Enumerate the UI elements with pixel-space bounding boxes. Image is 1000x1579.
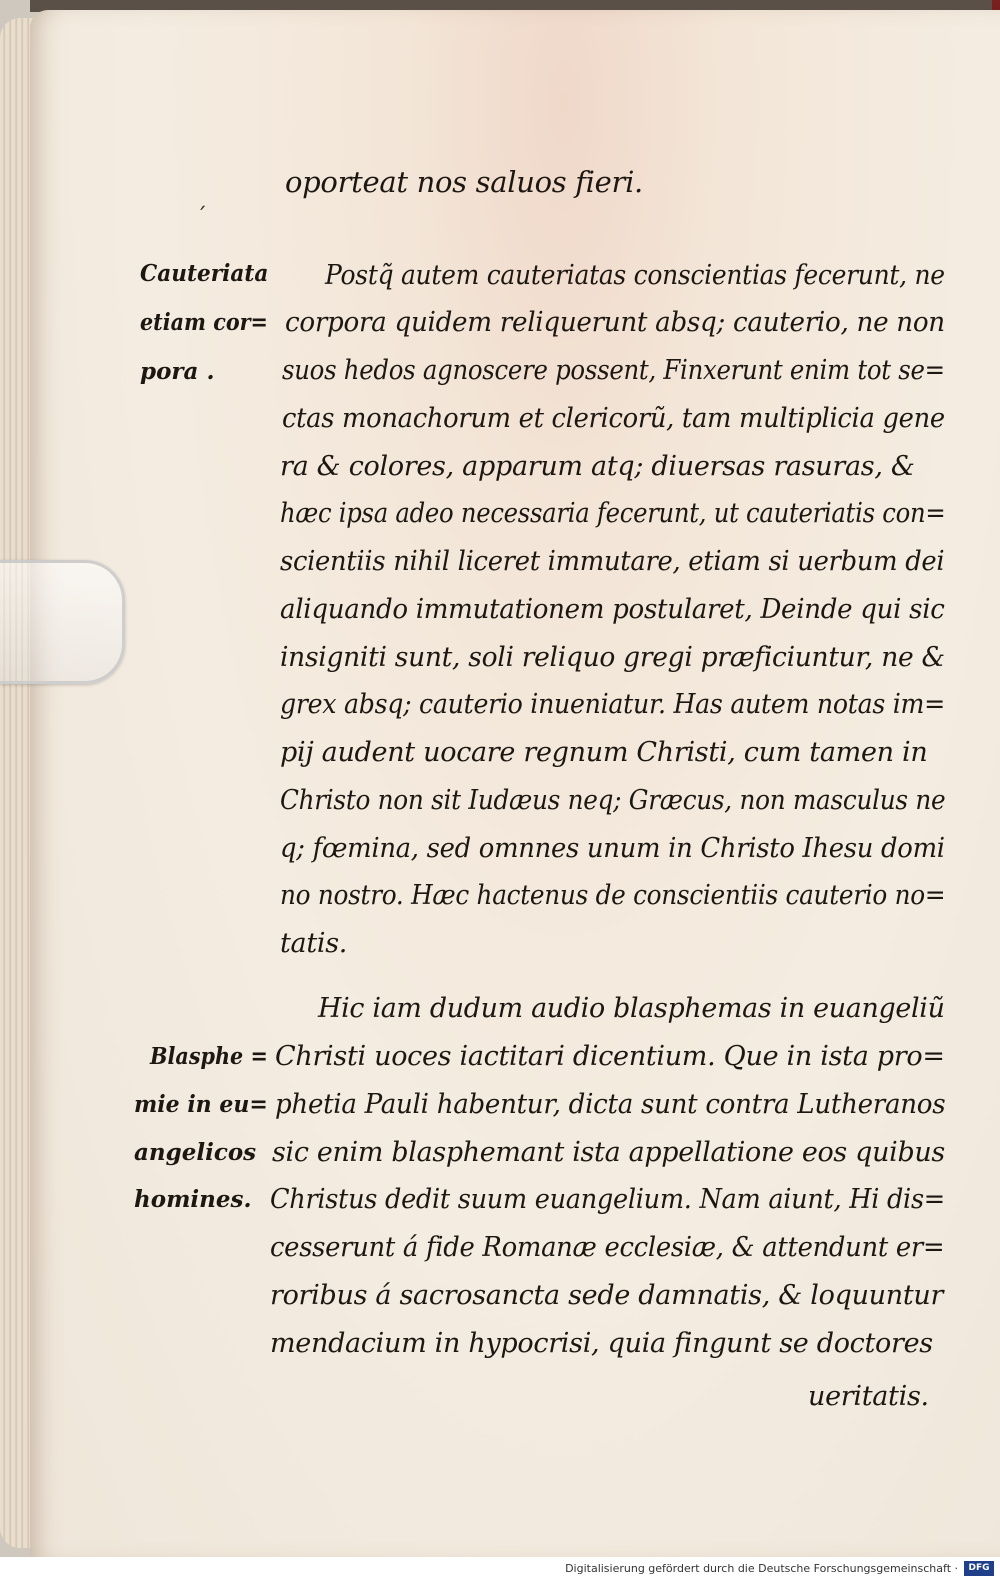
- text-line: Christus dedit suum euangelium. Nam aiunt, Hi dis=: [270, 1184, 945, 1215]
- text-line: pij audent uocare regnum Christi, cum tamen in: [280, 737, 928, 768]
- margin-note-line: Blasphe =: [150, 1043, 268, 1070]
- text-line: corpora quidem reliquerunt absq; cauterio, ne non: [285, 307, 945, 338]
- margin-note-line: angelicos: [134, 1139, 257, 1166]
- text-line: Hic iam dudum audio blasphemas in euangeliũ: [318, 993, 945, 1024]
- ink-mark: ´: [196, 205, 207, 230]
- text-line: mendacium in hypocrisi, quia fingunt se doctores: [270, 1328, 933, 1359]
- text-line: q; fœmina, sed omnnes unum in Christo Ihesu domi: [280, 833, 945, 864]
- text-line: Christo non sit Iudæus neq; Græcus, non masculus ne: [280, 785, 946, 816]
- text-line: insigniti sunt, soli reliquo gregi præficiuntur, ne &: [280, 642, 945, 673]
- text-line: no nostro. Hæc hactenus de conscientiis cauterio no=: [280, 880, 946, 911]
- margin-note-line: etiam cor=: [140, 309, 268, 336]
- text-line: ctas monachorum et clericorũ, tam multiplicia gene: [282, 403, 945, 434]
- text-line: phetia Pauli habentur, dicta sunt contra Lutheranos: [275, 1089, 946, 1120]
- page-heading: oporteat nos saluos fieri.: [285, 165, 643, 199]
- margin-note-line: homines.: [134, 1186, 252, 1213]
- text-line: scientiis nihil liceret immutare, etiam si uerbum dei: [280, 546, 945, 577]
- margin-note-line: Cauteriata: [140, 260, 269, 287]
- text-line: sic enim blasphemant ista appellatione eos quibus: [272, 1137, 945, 1168]
- text-line: Christi uoces iactitari dicentium. Que in ista pro=: [275, 1041, 945, 1072]
- text-line: tatis.: [280, 928, 348, 959]
- text-line: Postq̃ autem cauteriatas conscientias fecerunt, ne: [325, 260, 945, 291]
- catchword: ueritatis.: [808, 1381, 929, 1412]
- margin-note-line: pora .: [140, 358, 215, 385]
- footer-credit: Digitalisierung gefördert durch die Deutsche Forschungsgemeinschaft ·: [565, 1562, 958, 1575]
- text-line: cesserunt á fide Romanæ ecclesiæ, & attendunt er=: [270, 1232, 945, 1263]
- book-page: [30, 10, 1000, 1558]
- margin-note-line: mie in eu=: [134, 1091, 268, 1118]
- page-clip: [0, 560, 125, 684]
- text-line: hæc ipsa adeo necessaria fecerunt, ut cauteriatis con=: [280, 498, 946, 529]
- text-line: aliquando immutationem postularet, Deinde qui sic: [280, 594, 945, 625]
- text-line: roribus á sacrosancta sede damnatis, & loquuntur: [270, 1280, 944, 1311]
- dfg-logo: DFG: [964, 1561, 994, 1576]
- text-line: grex absq; cauterio inueniatur. Has autem notas im=: [280, 689, 946, 720]
- text-line: suos hedos agnoscere possent, Finxerunt enim tot se=: [282, 355, 945, 386]
- footer-bar: [0, 1557, 1000, 1579]
- text-line: ra & colores, apparum atq; diuersas rasuras, &: [280, 451, 915, 482]
